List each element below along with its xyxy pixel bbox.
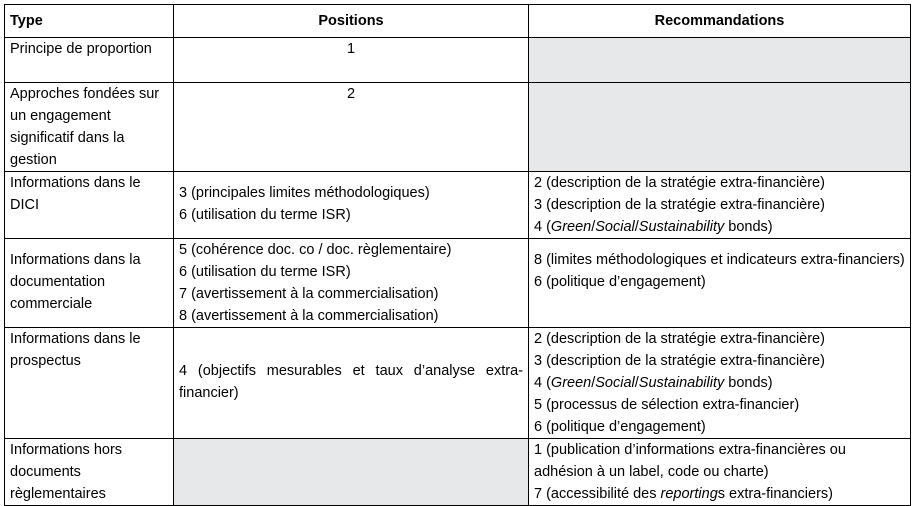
recommandations-cell-empty: [529, 83, 911, 172]
type-cell: [5, 239, 174, 328]
classification-table: [4, 4, 911, 506]
recommandations-cell: [529, 328, 911, 439]
table-row: [5, 38, 911, 83]
type-cell: [5, 439, 174, 506]
positions-cell: [174, 38, 529, 83]
positions-cell: [174, 239, 529, 328]
table-row: [5, 239, 911, 328]
table-row: [5, 172, 911, 239]
header-type: Type: [5, 5, 174, 38]
positions-cell: [174, 172, 529, 239]
table-row: [5, 83, 911, 172]
header-row: [5, 5, 911, 38]
recommandation-item: 1 (publication d’informations extra-financières ou adhésion à un label, code ou charte): [534, 442, 846, 480]
positions-item: 7 (avertissement à la commercialisation): [179, 286, 439, 302]
recommandation-item: 3 (description de la stratégie extra-financière): [534, 197, 825, 213]
positions-cell-empty: [174, 439, 529, 506]
type-label: Informations hors documents règlementaires: [10, 442, 123, 502]
positions-item: 5 (cohérence doc. co / doc. règlementaire): [179, 242, 452, 258]
recommandation-item: 3 (description de la stratégie extra-financière): [534, 353, 825, 369]
type-label: Informations dans le prospectus: [10, 331, 141, 369]
positions-item: 6 (utilisation du terme ISR): [179, 207, 351, 223]
positions-value: 2: [346, 86, 356, 102]
type-cell: [5, 328, 174, 439]
recommandation-item: 4 (Green/Social/Sustainability bonds): [534, 219, 773, 235]
recommandations-cell: [529, 239, 911, 328]
positions-item: 6 (utilisation du terme ISR): [179, 264, 351, 280]
recommandation-item: 5 (processus de sélection extra-financier): [534, 397, 800, 413]
type-cell: [5, 172, 174, 239]
recommandation-item: 2 (description de la stratégie extra-financière): [534, 331, 825, 347]
header-positions: Positions: [174, 5, 529, 38]
type-cell: [5, 83, 174, 172]
table-row: [5, 439, 911, 506]
header-recommandations: Recommandations: [529, 5, 911, 38]
recommandations-cell-empty: [529, 38, 911, 83]
recommandation-item: 8 (limites méthodologiques et indicateurs extra-financiers): [534, 252, 905, 268]
type-cell: [5, 38, 174, 83]
type-label: Approches fondées sur un engagement significatif dans la gestion: [10, 86, 160, 168]
positions-item: 3 (principales limites méthodologiques): [179, 185, 430, 201]
positions-value: 1: [346, 41, 356, 57]
recommandations-cell: [529, 439, 911, 506]
recommandation-item: 7 (accessibilité des reportings extra-financiers): [534, 486, 833, 502]
recommandations-cell: [529, 172, 911, 239]
type-label: Principe de proportion: [10, 41, 152, 57]
positions-cell: [174, 328, 529, 439]
positions-value: 4 (objectifs mesurables et taux d’analyse extra-financier): [179, 363, 523, 401]
positions-item: 8 (avertissement à la commercialisation): [179, 308, 439, 324]
recommandation-item: 6 (politique d’engagement): [534, 419, 706, 435]
type-label: Informations dans la documentation commerciale: [10, 252, 141, 312]
table-row: [5, 328, 911, 439]
recommandation-item: 2 (description de la stratégie extra-financière): [534, 175, 825, 191]
positions-cell: [174, 83, 529, 172]
recommandation-item: 4 (Green/Social/Sustainability bonds): [534, 375, 773, 391]
recommandation-item: 6 (politique d’engagement): [534, 274, 706, 290]
type-label: Informations dans le DICI: [10, 175, 141, 213]
